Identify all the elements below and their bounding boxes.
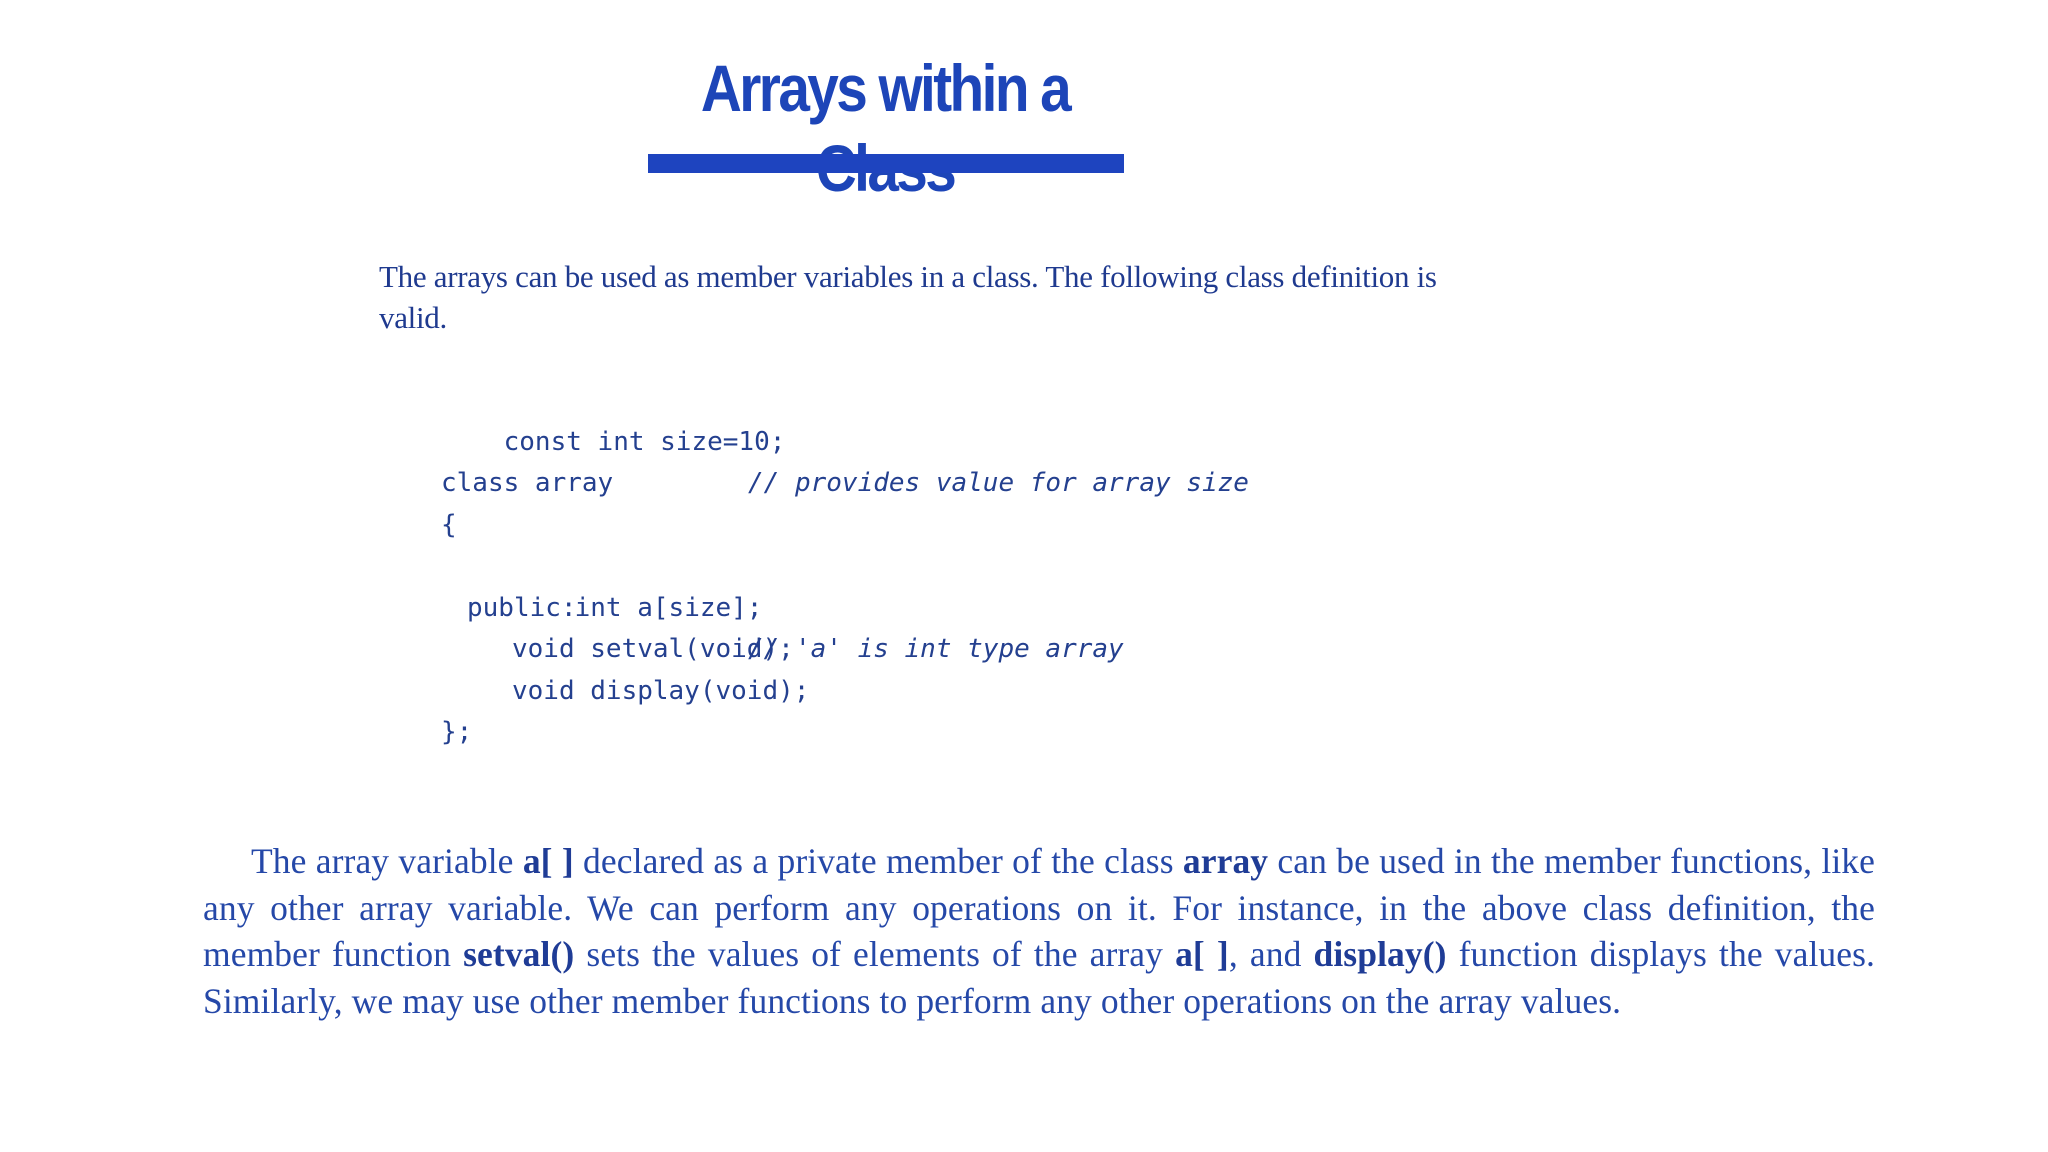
para-bold: a[ ] bbox=[1175, 934, 1229, 974]
intro-text: The arrays can be used as member variables in a class. The following class definition is valid. bbox=[379, 259, 1437, 335]
code-line-7: void display(void); bbox=[512, 675, 810, 706]
code-line-5: public: bbox=[467, 592, 577, 623]
para-bold: array bbox=[1182, 841, 1269, 881]
para-text: sets the values of elements of the array bbox=[574, 934, 1176, 974]
body-paragraph bbox=[203, 838, 1875, 1024]
para-text: declared as a private member of the class bbox=[573, 841, 1183, 881]
para-text: can be used in the member functions, like any other array variable. We can perform any operations on it. For instance, in the above class definition, the member function bbox=[203, 841, 1876, 974]
para-bold: display() bbox=[1313, 934, 1447, 974]
code-line-8: }; bbox=[441, 717, 473, 747]
code-line-6: void setval(void); bbox=[512, 634, 794, 664]
code-block bbox=[441, 380, 1249, 754]
code-comment: // provides value for array size bbox=[748, 468, 1249, 498]
para-text: , and bbox=[1228, 934, 1314, 974]
code-text: const int size=10; bbox=[503, 426, 786, 457]
para-text: The array variable bbox=[251, 841, 523, 881]
para-bold: a[ ] bbox=[522, 841, 574, 881]
para-text: function displays the values. Similarly, we may use other member functions to perform any other operations on the array values. bbox=[203, 934, 1876, 1021]
code-line-3: { bbox=[441, 509, 457, 540]
code-text: int a[size]; bbox=[574, 592, 763, 623]
para-bold: setval() bbox=[463, 934, 575, 974]
code-comment: // 'a' is int type array bbox=[748, 634, 1124, 664]
slide-title: Arrays within a bbox=[700, 51, 1070, 125]
title-underline bbox=[648, 154, 1124, 173]
code-line-2: class array bbox=[441, 468, 614, 498]
